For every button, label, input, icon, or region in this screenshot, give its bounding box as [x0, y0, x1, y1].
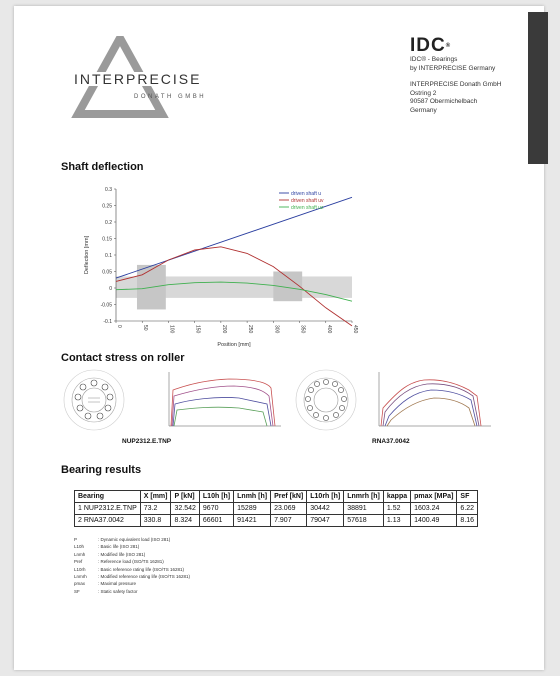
- table-cell: 57618: [344, 515, 384, 527]
- x-tick-label: 400: [325, 325, 332, 334]
- tagline-2: by INTERPRECISE Germany: [410, 64, 496, 72]
- brand-mark: ®: [445, 43, 452, 49]
- col-header: Pref [kN]: [271, 491, 307, 503]
- table-cell: 1 NUP2312.E.TNP: [75, 503, 141, 515]
- table-cell: 6.22: [457, 503, 478, 515]
- legend-key: Lnmh: [74, 551, 86, 557]
- abbreviation-legend: [74, 536, 190, 595]
- y-axis-label: Deflection [mm]: [84, 235, 90, 275]
- legend-line: [74, 558, 190, 565]
- x-tick-label: 250: [247, 325, 254, 334]
- address-line: Germany: [410, 106, 437, 114]
- x-tick-label: 50: [142, 325, 149, 331]
- legend-line: [74, 580, 190, 587]
- x-tick-label: 350: [299, 325, 306, 334]
- legend-desc: : Basic reference rating life (ISO/TS 16281): [98, 566, 185, 572]
- address-line: 90587 Obermichelbach: [410, 98, 478, 105]
- shaft-deflection-chart: [74, 183, 364, 349]
- legend-entry: driven shaft uv: [291, 198, 324, 204]
- section-title-results: Bearing results: [61, 464, 142, 476]
- legend-desc: : Modified life (ISO 281): [98, 551, 146, 557]
- idc-brand-logo: [410, 36, 538, 56]
- table-cell: 66601: [199, 515, 233, 527]
- tagline-1: IDC® - Bearings: [410, 56, 458, 63]
- table-cell: 30442: [307, 503, 344, 515]
- company-block: [410, 36, 538, 115]
- legend-desc: : Reference load (ISO/TS 16281): [98, 559, 164, 565]
- roller-1-diagram: [62, 368, 126, 437]
- col-header: kappa: [383, 491, 410, 503]
- section-title-shaft: Shaft deflection: [61, 161, 144, 173]
- brand-text: IDC: [410, 35, 446, 56]
- col-header: pmax [MPa]: [411, 491, 457, 503]
- table-header-row: [75, 491, 478, 503]
- legend-line: [74, 588, 190, 595]
- table-cell: 79047: [307, 515, 344, 527]
- legend-desc: : Modified reference rating life (ISO/TS 16281): [98, 574, 191, 580]
- col-header: X [mm]: [140, 491, 171, 503]
- legend-line: [74, 543, 190, 550]
- table-cell: 8.324: [171, 515, 199, 527]
- y-tick-label: -0.1: [103, 319, 112, 325]
- y-tick-label: 0.1: [105, 253, 112, 259]
- table-cell: 32.542: [171, 503, 199, 515]
- y-tick-label: 0.2: [105, 220, 112, 226]
- legend-desc: : Dynamic equivalent load (ISO 281): [98, 537, 171, 542]
- legend-key: L10h: [74, 544, 85, 550]
- roller-2-stress-chart: [369, 368, 494, 441]
- y-tick-label: 0.05: [102, 269, 112, 276]
- legend-line: [74, 573, 190, 580]
- table-cell: 330.8: [140, 515, 171, 527]
- table-cell: 91421: [234, 515, 271, 527]
- table-cell: 1603.24: [411, 503, 457, 515]
- y-tick-label: 0: [109, 286, 112, 292]
- col-header: Bearing: [75, 491, 141, 503]
- legend-key: SF: [74, 588, 80, 594]
- document-page: [14, 6, 544, 670]
- y-tick-label: 0.15: [102, 236, 112, 243]
- x-tick-label: 300: [273, 325, 280, 334]
- x-tick-label: 100: [168, 325, 175, 334]
- table-cell: 7.907: [271, 515, 307, 527]
- table-cell: 73.2: [140, 503, 171, 515]
- roller-1-label: NUP2312.E.TNP: [122, 438, 172, 445]
- col-header: L10rh [h]: [307, 491, 344, 503]
- table-row: [75, 515, 478, 527]
- legend-key: Lnmrh: [74, 574, 87, 580]
- address-line: INTERPRECISE Donath GmbH: [410, 81, 502, 88]
- side-tab-marker: [528, 12, 548, 164]
- table-cell: 9670: [199, 503, 233, 515]
- table-cell: 23.069: [271, 503, 307, 515]
- roller-2-diagram: [294, 368, 358, 437]
- logo-sub: DONATH GMBH: [134, 94, 207, 100]
- y-tick-label: 0.25: [102, 203, 112, 210]
- table-cell: 8.16: [457, 515, 478, 527]
- x-tick-label: 150: [194, 325, 201, 334]
- table-cell: 38891: [344, 503, 384, 515]
- x-tick-label: 200: [220, 325, 227, 334]
- y-tick-label: 0.3: [105, 187, 112, 193]
- legend-entry: driven shaft uz: [291, 205, 324, 211]
- bearing-results-table: [74, 490, 478, 527]
- legend-key: Pref: [74, 559, 83, 565]
- company-address: [410, 81, 538, 115]
- x-axis-label: Position [mm]: [217, 342, 251, 348]
- legend-key: P: [74, 537, 78, 542]
- legend-desc: : Maximal pressure: [98, 581, 137, 587]
- legend-key: L10rh: [74, 566, 86, 572]
- table-cell: 1.13: [383, 515, 410, 527]
- table-cell: 1.52: [383, 503, 410, 515]
- interprecise-logo: [62, 36, 262, 126]
- legend-desc: : Basic life (ISO 281): [98, 544, 140, 550]
- roller-1-stress-chart: [159, 368, 284, 441]
- legend-entry: driven shaft u: [291, 191, 322, 197]
- y-tick-label: -0.05: [100, 302, 112, 309]
- section-title-contact: Contact stress on roller: [61, 352, 185, 364]
- legend-line: [74, 566, 190, 573]
- legend-key: pmax: [74, 581, 86, 587]
- col-header: Lnmh [h]: [234, 491, 271, 503]
- col-header: L10h [h]: [199, 491, 233, 503]
- legend-line: [74, 536, 190, 543]
- col-header: P [kN]: [171, 491, 199, 503]
- table-cell: 15289: [234, 503, 271, 515]
- table-cell: 2 RNA37.0042: [75, 515, 141, 527]
- x-tick-label: 450: [352, 325, 358, 334]
- logo-name: INTERPRECISE: [74, 71, 202, 87]
- table-cell: 1400.49: [411, 515, 457, 527]
- x-tick-label: 0: [116, 325, 122, 328]
- legend-desc: : Static safety factor: [98, 588, 138, 594]
- legend-line: [74, 551, 190, 558]
- col-header: Lnmrh [h]: [344, 491, 384, 503]
- address-line: Ostring 2: [410, 89, 437, 97]
- roller-2-label: RNA37.0042: [372, 438, 410, 445]
- col-header: SF: [457, 491, 478, 503]
- table-row: [75, 503, 478, 515]
